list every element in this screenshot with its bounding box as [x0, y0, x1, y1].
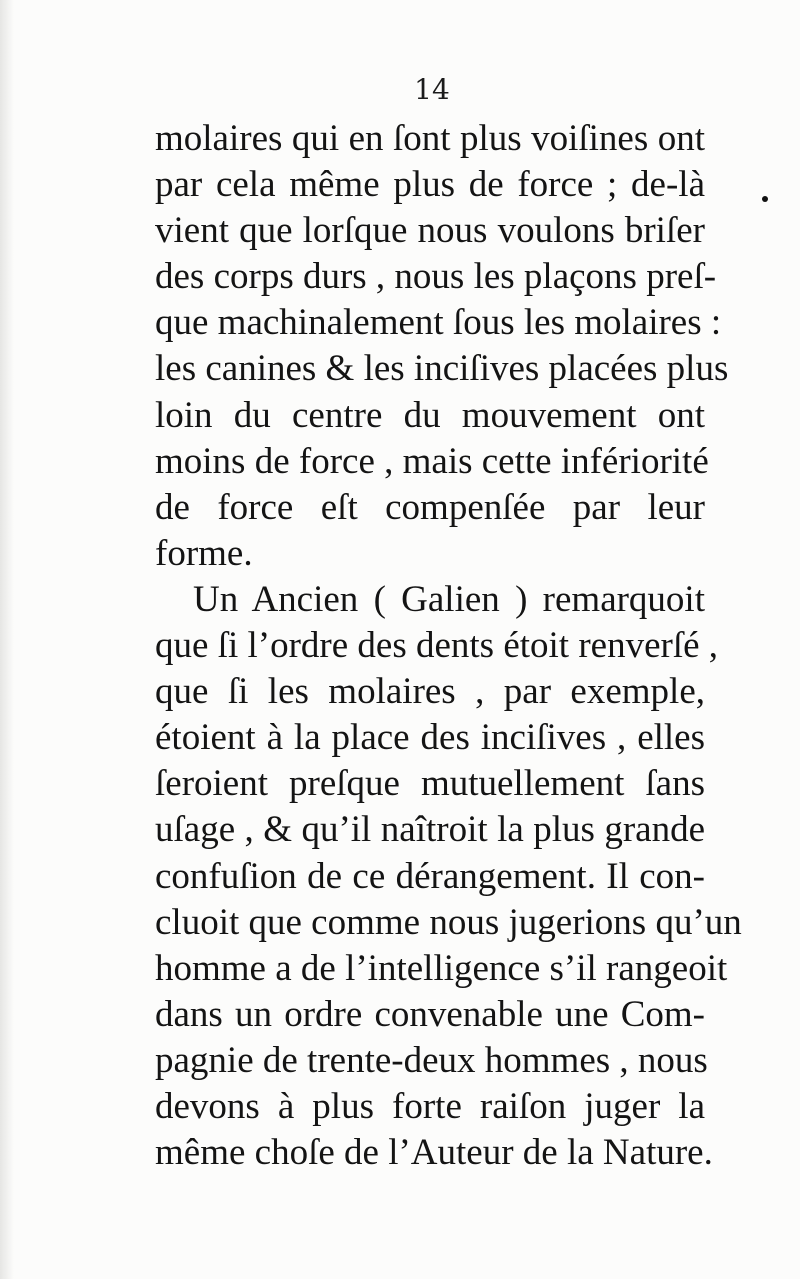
text-line: vient que lorſque nous voulons briſer — [155, 210, 705, 252]
text-line: homme a de l’intelligence s’il rangeoit — [155, 947, 728, 989]
text-line: étoient à la place des inciſives , elles — [155, 717, 705, 759]
text-line: que ſi les molaires , par exemple, — [155, 671, 705, 713]
text-line: moins de force , mais cette infériorité — [155, 440, 709, 482]
text-line: cluoit que comme nous jugerions qu’un — [155, 901, 742, 943]
ink-speck — [762, 196, 768, 202]
body-text — [155, 116, 742, 1176]
text-line: par cela même plus de force ; de-là — [155, 164, 705, 206]
text-line: que ſi l’ordre des dents étoit renverſé , — [155, 625, 719, 667]
text-line: de force eſt compenſée par leur — [155, 486, 705, 528]
page-number: 14 — [414, 73, 450, 106]
text-line: que machinalement ſous les molaires : — [155, 302, 722, 344]
text-line: dans un ordre convenable une Com- — [155, 993, 705, 1035]
text-line: uſage , & qu’il naîtroit la plus grande — [155, 809, 705, 851]
text-line: ſeroient preſque mutuellement ſans — [155, 763, 705, 805]
text-line: devons à plus forte raiſon juger la — [155, 1085, 705, 1127]
text-line: les canines & les inciſives placées plus — [155, 348, 729, 390]
text-line: pagnie de trente-deux hommes , nous — [155, 1039, 708, 1081]
text-line: des corps durs , nous les plaçons preſ- — [155, 256, 717, 298]
paragraph-first-line: Un Ancien ( Galien ) remarquoit — [193, 578, 705, 620]
text-line: molaires qui en ſont plus voiſines ont — [155, 118, 705, 159]
page-edge-shadow — [0, 0, 14, 1279]
text-line: confuſion de ce dérangement. Il con- — [155, 855, 705, 897]
text-line: forme. — [155, 532, 253, 574]
text-line: loin du centre du mouvement ont — [155, 394, 705, 436]
text-line: même choſe de l’Auteur de la Nature. — [155, 1132, 713, 1174]
